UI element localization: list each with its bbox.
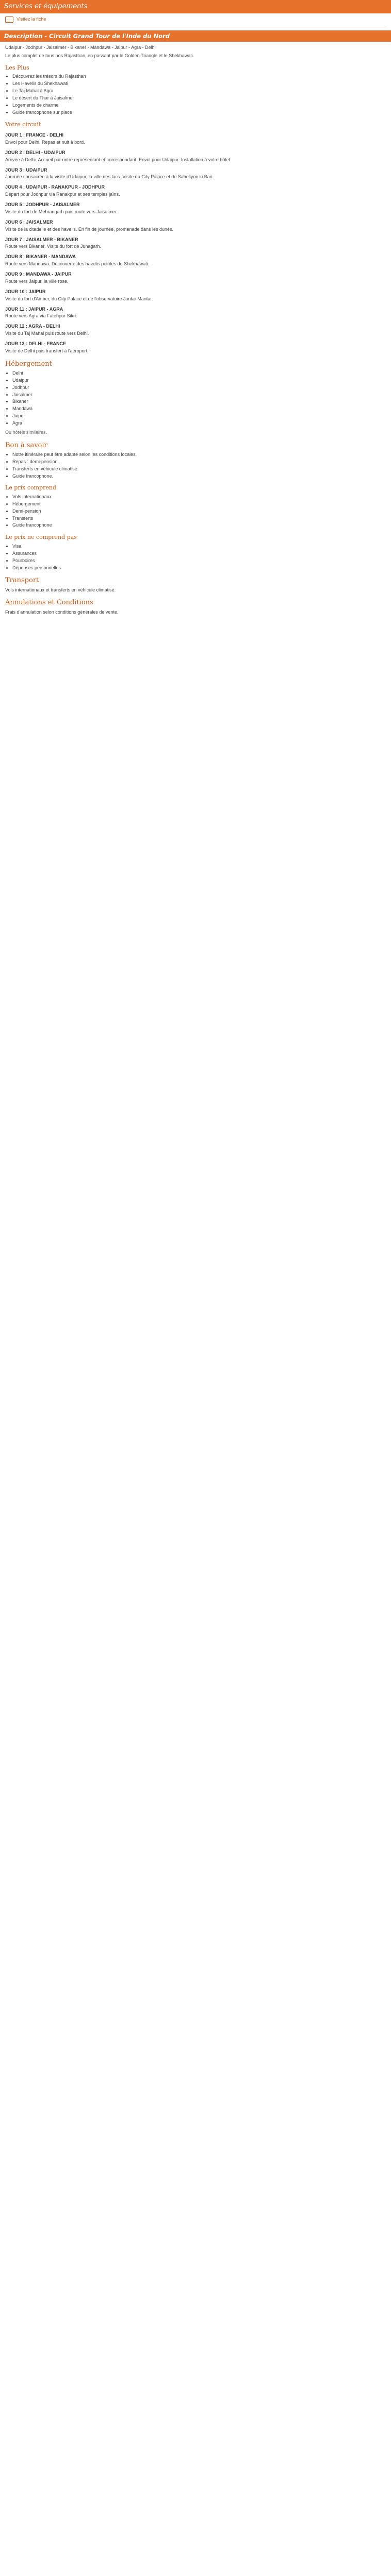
day-title: JOUR 12 : AGRA - DELHI	[5, 324, 60, 329]
day-text: Visite de la citadelle et des havelis. En fin de journée, promenade dans les dunes.	[5, 226, 174, 232]
prix-item: • Demi-pension	[12, 509, 386, 515]
download-link[interactable]: Visitez la fiche	[17, 16, 46, 22]
plus-item: • Découvrez les trésors du Rajasthan	[12, 74, 386, 80]
bon-item: • Repas : demi-pension.	[12, 459, 386, 465]
plus-item: • Les Havelis du Shekhawati	[12, 81, 386, 87]
prixnot-item: • Dépenses personnelles	[12, 565, 386, 571]
day-text: Route vers Jaipur, la ville rose.	[5, 278, 69, 284]
hotel-item: • Jaisalmer	[12, 392, 386, 398]
prix-item: • Guide francophone	[12, 522, 386, 529]
hotel-item: • Jaipur	[12, 413, 386, 419]
prixnot-item: • Pourboires	[12, 558, 386, 564]
hotel-item: • Bikaner	[12, 399, 386, 405]
prix-heading: Le prix comprend	[5, 484, 56, 492]
prixnot-item: • Visa	[12, 544, 386, 550]
day-text: Route vers Bikaner. Visite du fort de Junagarh.	[5, 244, 101, 249]
day-text: Arrivée à Delhi. Accueil par notre représentant et correspondant. Envol pour Udaipur. Installation à votre hôtel.	[5, 157, 232, 162]
hebergement-note: Ou hôtels similaires.	[5, 429, 47, 435]
hebergement-list	[12, 370, 386, 427]
prixnot-heading: Le prix ne comprend pas	[5, 534, 77, 541]
day-title: JOUR 6 : JAISALMER	[5, 219, 53, 225]
day-list	[5, 132, 386, 354]
day-title: JOUR 13 : DELHI - FRANCE	[5, 341, 67, 347]
hotel-item: • Agra	[12, 420, 386, 427]
plus-item: • Le désert du Thar à Jaisalmer	[12, 95, 386, 101]
day-title: JOUR 10 : JAIPUR	[5, 289, 46, 294]
description-title: Description - Circuit Grand Tour de l'Inde du Nord	[4, 32, 170, 40]
day-title: JOUR 11 : JAIPUR - AGRA	[5, 306, 63, 312]
prix-item: • Hébergement	[12, 501, 386, 507]
hotel-item: • Delhi	[12, 370, 386, 377]
prix-list	[12, 494, 386, 529]
day-text: Route vers Mandawa. Découverte des havelis peintes du Shekhawati.	[5, 261, 150, 267]
programme-heading: Votre circuit	[5, 121, 41, 128]
prixnot-item: • Assurances	[12, 551, 386, 557]
plus-heading: Les Plus	[5, 64, 29, 71]
day-title: JOUR 8 : BIKANER - MANDAWA	[5, 254, 76, 260]
book-icon	[5, 16, 13, 23]
day-text: Visite de Delhi puis transfert à l'aéroport.	[5, 348, 89, 353]
day-title: JOUR 2 : DELHI - UDAIPUR	[5, 149, 66, 155]
hebergement-heading: Hébergement	[5, 360, 52, 368]
services-header-bar	[0, 0, 391, 13]
day-text: Visite du fort de Mehrangarh puis route vers Jaisalmer.	[5, 209, 118, 214]
download-row[interactable]	[0, 13, 391, 24]
hotel-item: • Mandawa	[12, 406, 386, 412]
day-title: JOUR 1 : FRANCE - DELHI	[5, 132, 64, 138]
plus-item: • Logements de charme	[12, 103, 386, 109]
day-title: JOUR 3 : UDAIPUR	[5, 167, 47, 173]
day-text: Visite du fort d'Amber, du City Palace et de l'observatoire Jantar Mantar.	[5, 296, 153, 301]
bon-item: • Guide francophone.	[12, 473, 386, 480]
plus-item: • Guide francophone sur place	[12, 110, 386, 116]
prix-item: • Transferts	[12, 516, 386, 522]
prixnot-list	[12, 544, 386, 571]
plus-list	[12, 74, 386, 115]
day-text: Envol pour Delhi. Repas et nuit à bord.	[5, 139, 85, 145]
intro-line-1: Udaipur - Jodhpur - Jaisalmer - Bikaner - Mandawa - Jaipur - Agra - Delhi	[5, 45, 156, 50]
description-header-bar	[0, 30, 391, 42]
plus-item: • Le Taj Mahal à Agra	[12, 88, 386, 94]
day-title: JOUR 7 : JAISALMER - BIKANER	[5, 236, 78, 242]
description-content	[0, 42, 391, 620]
day-text: Journée consacrée à la visite d'Udaipur, la ville des lacs. Visite du City Palace et de Saheliyon ki Bari.	[5, 174, 214, 180]
day-title: JOUR 9 : MANDAWA - JAIPUR	[5, 272, 72, 277]
bon-item: • Notre itinéraire peut être adapté selon les conditions locales.	[12, 452, 386, 458]
transport-heading: Transport	[5, 577, 39, 585]
bon-item: • Transferts en véhicule climatisé.	[12, 466, 386, 472]
transport-text: Vols internationaux et transferts en véhicule climatisé.	[5, 587, 116, 592]
day-text: Départ pour Jodhpur via Ranakpur et ses temples jaïns.	[5, 192, 120, 197]
prix-item: • Vols internationaux	[12, 494, 386, 500]
day-title: JOUR 4 : UDAIPUR - RANAKPUR - JODHPUR	[5, 184, 105, 190]
day-text: Route vers Agra via Fatehpur Sikri.	[5, 313, 77, 319]
day-text: Visite du Taj Mahal puis route vers Delhi.	[5, 331, 89, 336]
bon-list	[12, 452, 386, 480]
bon-heading: Bon à savoir	[5, 441, 47, 449]
services-title: Services et équipements	[4, 3, 88, 10]
hotel-item: • Jodhpur	[12, 385, 386, 391]
day-title: JOUR 5 : JODHPUR - JAISALMER	[5, 202, 80, 208]
intro-line-2: Le plus complet de tous nos Rajasthan, en passant par le Golden Triangle et le Shekhawati	[5, 53, 193, 58]
annulation-text: Frais d'annulation selon conditions générales de vente.	[5, 609, 119, 615]
annulation-heading: Annulations et Conditions	[5, 599, 93, 607]
hotel-item: • Udaipur	[12, 378, 386, 384]
